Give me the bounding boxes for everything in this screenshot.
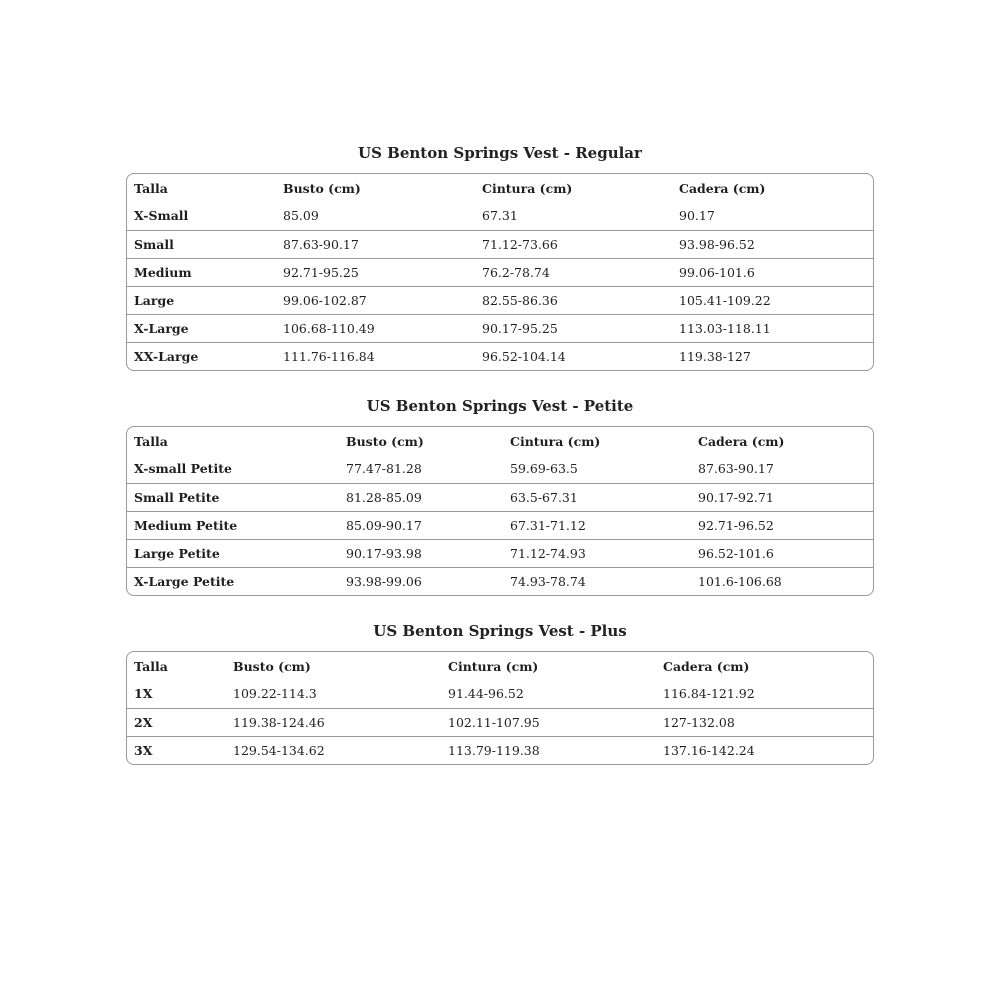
hip-cell: 137.16-142.24 (656, 736, 873, 764)
section-spacer (126, 371, 874, 392)
table-row (127, 230, 873, 258)
bust-cell: 111.76-116.84 (276, 342, 475, 370)
waist-cell: 63.5-67.31 (503, 483, 691, 511)
size-cell: XX-Large (127, 342, 276, 370)
column-header-hip: Cadera (cm) (698, 433, 785, 449)
hip-cell: 92.71-96.52 (691, 511, 873, 539)
size-table-section-regular (126, 139, 874, 371)
waist-cell: 59.69-63.5 (510, 461, 578, 477)
hip-cell: 127-132.08 (656, 708, 873, 736)
column-header-waist: Cintura (cm) (448, 658, 539, 674)
hip-cell: 105.41-109.22 (672, 286, 873, 314)
table-row (127, 342, 873, 370)
size-cell: Medium (127, 258, 276, 286)
hip-cell: 87.63-90.17 (698, 461, 774, 477)
table-header-row (127, 427, 873, 455)
size-cell: X-Large Petite (127, 567, 339, 595)
size-cell: Small (127, 230, 276, 258)
table-title: US Benton Springs Vest - Petite (366, 397, 634, 415)
waist-cell: 74.93-78.74 (503, 567, 691, 595)
table-row (127, 680, 873, 708)
table-row (127, 286, 873, 314)
column-header-hip: Cadera (cm) (679, 180, 766, 196)
waist-cell: 90.17-95.25 (475, 314, 672, 342)
column-header-size: Talla (134, 433, 168, 449)
column-header-bust: Busto (cm) (283, 180, 361, 196)
size-chart-page (126, 139, 874, 765)
waist-cell: 76.2-78.74 (475, 258, 672, 286)
table-row (127, 567, 873, 595)
hip-cell: 96.52-101.6 (691, 539, 873, 567)
bust-cell: 85.09-90.17 (339, 511, 503, 539)
table-row (127, 511, 873, 539)
size-table-section-plus (126, 617, 874, 765)
hip-cell: 90.17 (679, 208, 715, 224)
bust-cell: 99.06-102.87 (276, 286, 475, 314)
size-cell: 2X (127, 708, 226, 736)
bust-cell: 93.98-99.06 (339, 567, 503, 595)
size-cell: Medium Petite (127, 511, 339, 539)
table-row (127, 455, 873, 483)
table-row (127, 314, 873, 342)
bust-cell: 92.71-95.25 (276, 258, 475, 286)
waist-cell: 71.12-73.66 (475, 230, 672, 258)
hip-cell: 90.17-92.71 (691, 483, 873, 511)
waist-cell: 71.12-74.93 (503, 539, 691, 567)
column-header-size: Talla (134, 658, 168, 674)
bust-cell: 129.54-134.62 (226, 736, 441, 764)
table-title: US Benton Springs Vest - Regular (358, 144, 642, 162)
column-header-waist: Cintura (cm) (482, 180, 573, 196)
size-cell: X-small Petite (134, 461, 232, 477)
size-cell: Large (127, 286, 276, 314)
hip-cell: 101.6-106.68 (691, 567, 873, 595)
table-row (127, 708, 873, 736)
hip-cell: 93.98-96.52 (672, 230, 873, 258)
size-table-section-petite (126, 392, 874, 596)
waist-cell: 96.52-104.14 (475, 342, 672, 370)
column-header-waist: Cintura (cm) (510, 433, 601, 449)
column-header-bust: Busto (cm) (346, 433, 424, 449)
table-row (127, 736, 873, 764)
bust-cell: 87.63-90.17 (276, 230, 475, 258)
column-header-bust: Busto (cm) (233, 658, 311, 674)
table-header-row (127, 174, 873, 202)
table-header-row (127, 652, 873, 680)
size-cell: X-Large (127, 314, 276, 342)
size-cell: Small Petite (127, 483, 339, 511)
bust-cell: 77.47-81.28 (346, 461, 422, 477)
table-row (127, 539, 873, 567)
size-cell: X-Small (134, 208, 189, 224)
bust-cell: 106.68-110.49 (276, 314, 475, 342)
hip-cell: 99.06-101.6 (672, 258, 873, 286)
waist-cell: 82.55-86.36 (475, 286, 672, 314)
size-cell: 3X (127, 736, 226, 764)
bust-cell: 81.28-85.09 (339, 483, 503, 511)
table-row (127, 202, 873, 230)
column-header-hip: Cadera (cm) (663, 658, 750, 674)
hip-cell: 113.03-118.11 (672, 314, 873, 342)
size-cell: 1X (134, 686, 153, 702)
waist-cell: 113.79-119.38 (441, 736, 656, 764)
table-row (127, 483, 873, 511)
bust-cell: 85.09 (283, 208, 319, 224)
bust-cell: 90.17-93.98 (339, 539, 503, 567)
size-table (126, 651, 874, 765)
hip-cell: 116.84-121.92 (663, 686, 755, 702)
size-cell: Large Petite (127, 539, 339, 567)
size-table (126, 426, 874, 596)
table-row (127, 258, 873, 286)
column-header-size: Talla (134, 180, 168, 196)
table-title: US Benton Springs Vest - Plus (373, 622, 627, 640)
waist-cell: 91.44-96.52 (448, 686, 524, 702)
waist-cell: 102.11-107.95 (441, 708, 656, 736)
bust-cell: 109.22-114.3 (233, 686, 317, 702)
waist-cell: 67.31 (482, 208, 518, 224)
bust-cell: 119.38-124.46 (226, 708, 441, 736)
waist-cell: 67.31-71.12 (503, 511, 691, 539)
size-table (126, 173, 874, 371)
section-spacer (126, 596, 874, 617)
hip-cell: 119.38-127 (672, 342, 873, 370)
